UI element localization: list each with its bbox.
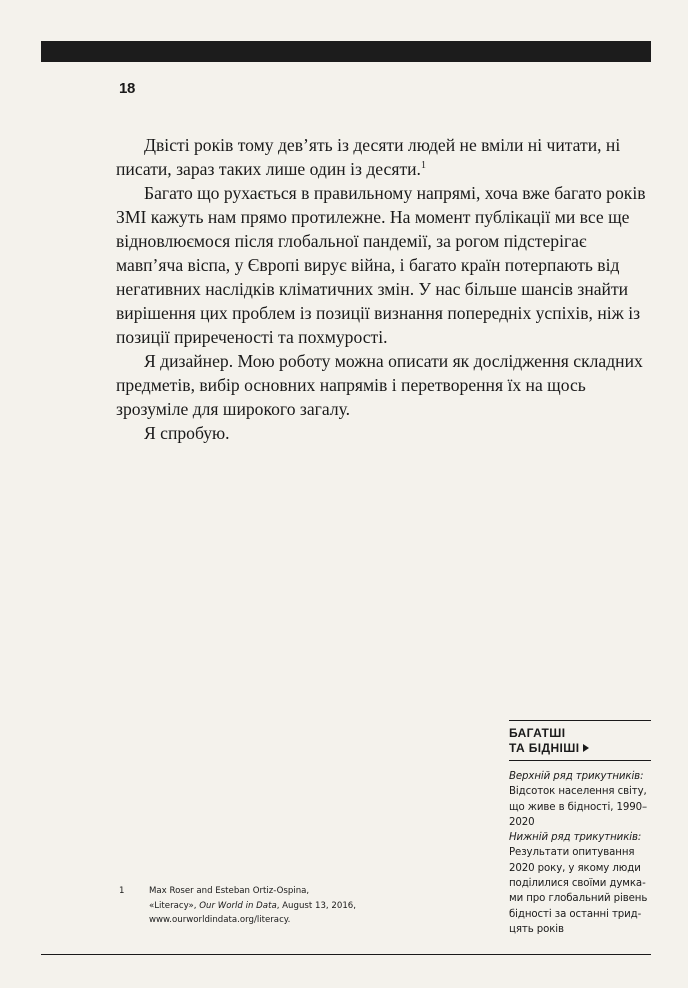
sidebar-title [509,721,651,756]
paragraph-4: Я спробую. [144,423,230,443]
footnote [119,884,359,928]
page-number: 18 [119,80,136,97]
footnote-date: , August 13, 2016, [276,900,356,911]
footnote-body [149,884,359,928]
footnote-source: Our World in Data [199,900,277,911]
footnote-reference[interactable]: 1 [420,160,426,171]
footnote-article: «Literacy», [149,900,197,911]
bottom-row-label: Нижній ряд трикутників: [509,832,642,844]
paragraph-3: Я дизайнер. Мою роботу можна описати як дослідження складних предметів, вибір основних напрямів і перетворення їх на щось зрозуміле для широкого загалу. [116,351,643,419]
paragraph-1 [116,133,652,181]
top-row-text: Відсоток населення світу, що живе в бідності, 1990–2020 [509,786,648,828]
footnote-authors: Max Roser and Esteban Ortiz-Ospina, [149,886,310,896]
sidebar-title-line2: ТА БІДНІШІ [509,741,580,755]
paragraph-2: Багато що рухається в правильному напрямі, хоча вже багато років ЗМІ кажуть нам прямо протилежне. На момент публікації ми все ще відновлюємося після глобальної пандемії, за рогом підстерігає мавп’яча віспа, у Європі вирує війна, і багато країн потерпають від негативних наслідків кліматичних змін. У нас більше шансів знайти вирішення цих проблем із позиції визнання попередніх успіхів, ніж із позиції приреченості та похмурості. [116,183,646,347]
paragraph-1-text: Двісті років тому дев’ять із десяти людей не вміли ні читати, ні писати, зараз таких лише один із десяти. [116,135,621,179]
bottom-row-text: Результати опитування 2020 року, у якому люди поділилися своїми думками про глобальний рівень бідності за останні тридцять років [509,847,648,935]
sidebar-caption [509,720,651,937]
triangle-right-icon [583,744,589,752]
sidebar-title-line1: БАГАТШІ [509,726,566,740]
footer-rule [41,954,651,955]
sidebar-description [509,761,651,937]
top-row-label: Верхній ряд трикутників: [509,771,644,782]
main-text [116,133,652,445]
header-bar [41,41,651,62]
footnote-number: 1 [119,886,125,896]
footnote-url[interactable]: www.ourworldindata.org/literacy. [149,915,291,925]
